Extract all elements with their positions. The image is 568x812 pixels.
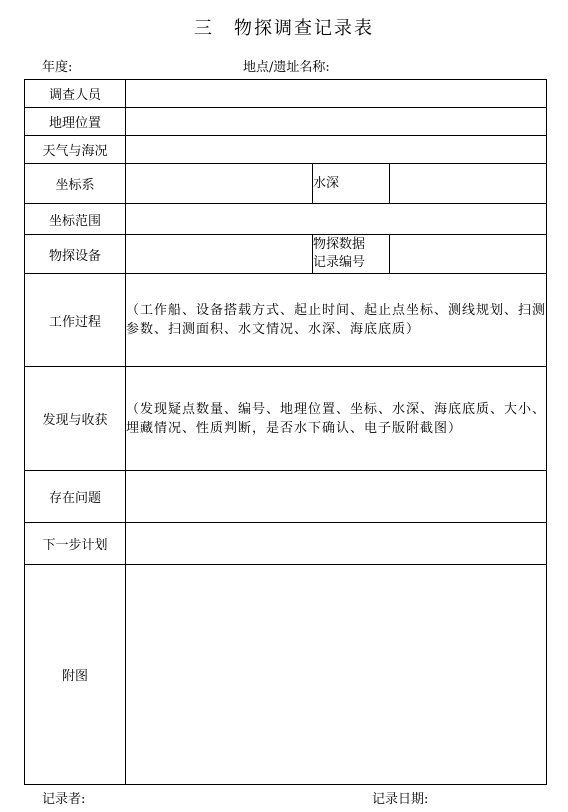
table-row: [25, 471, 547, 523]
page-title: 三 物探调查记录表: [194, 18, 374, 39]
attachments-field[interactable]: [126, 565, 547, 785]
coordinate-range-field[interactable]: [126, 204, 547, 235]
year-label: 年度:: [42, 60, 73, 75]
survey-record-table: [24, 79, 547, 785]
water-depth-field[interactable]: [390, 164, 547, 204]
coordinate-range-label: 坐标范围: [25, 204, 126, 235]
record-date-label: 记录日期:: [372, 792, 429, 807]
next-plan-field[interactable]: [126, 523, 547, 565]
findings-field[interactable]: （发现疑点数量、编号、地理位置、坐标、水深、海底底质、大小、埋藏情况、性质判断，是否水下确认、电子版附截图）: [126, 367, 547, 471]
table-row: [25, 565, 547, 785]
investigators-field[interactable]: [126, 80, 547, 108]
geo-location-field[interactable]: [126, 108, 547, 136]
table-row: [25, 164, 547, 204]
data-record-number-field[interactable]: [390, 235, 547, 274]
investigators-label: 调查人员: [25, 80, 126, 108]
weather-sea-field[interactable]: [126, 136, 547, 164]
data-record-number-label: [313, 235, 390, 274]
recorder-label: 记录者:: [42, 792, 86, 807]
table-row: [25, 204, 547, 235]
data-record-label-line2: 记录编号: [313, 255, 366, 270]
table-row: [25, 367, 547, 471]
attachments-label: 附图: [25, 565, 126, 785]
work-process-field[interactable]: （工作船、设备搭载方式、起止时间、起止点坐标、测线规划、扫测参数、扫测面积、水文情况、水深、海底底质）: [126, 274, 547, 367]
table-row: [25, 80, 547, 108]
table-row: [25, 235, 547, 274]
table-row: [25, 274, 547, 367]
geo-location-label: 地理位置: [25, 108, 126, 136]
issues-field[interactable]: [126, 471, 547, 523]
issues-label: 存在问题: [25, 471, 126, 523]
coordinate-system-field[interactable]: [126, 164, 313, 204]
equipment-field[interactable]: [126, 235, 313, 274]
site-name-label: 地点/遗址名称:: [243, 60, 330, 75]
equipment-label: 物探设备: [25, 235, 126, 274]
data-record-label-line1: 物探数据: [313, 237, 366, 252]
next-plan-label: 下一步计划: [25, 523, 126, 565]
weather-sea-label: 天气与海况: [25, 136, 126, 164]
water-depth-label: 水深: [313, 164, 390, 204]
work-process-label: 工作过程: [25, 274, 126, 367]
findings-label: 发现与收获: [25, 367, 126, 471]
coordinate-system-label: 坐标系: [25, 164, 126, 204]
table-row: [25, 136, 547, 164]
table-row: [25, 523, 547, 565]
table-row: [25, 108, 547, 136]
